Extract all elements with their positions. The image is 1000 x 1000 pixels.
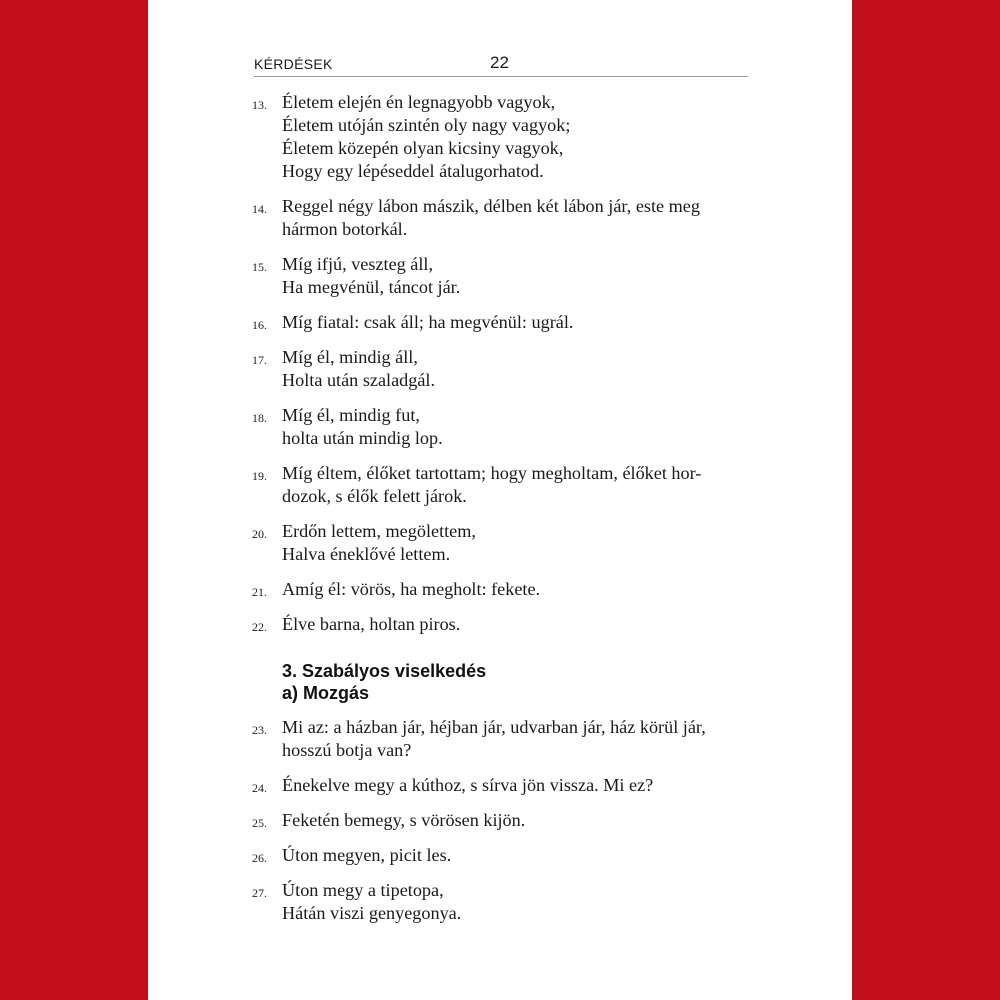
riddle-item [248,311,758,334]
section-title: KÉRDÉSEK [254,56,333,72]
riddle-line: Míg ifjú, veszteg áll, [282,254,434,274]
riddle-line: Mi az: a házban jár, héjban jár, udvarban jár, ház körül jár, [282,717,706,737]
section-heading: 3. Szabályos viselkedés [282,661,487,681]
riddle-line: Életem közepén olyan kicsiny vagyok, [282,138,564,158]
riddle-number: 26. [252,851,267,865]
riddle-line: Énekelve megy a kúthoz, s sírva jön vissza. Mi ez? [282,775,654,795]
riddle-item [248,346,758,392]
running-header [254,54,748,77]
riddle-item [248,613,758,636]
riddle-number: 19. [252,469,267,483]
riddle-number: 17. [252,353,267,367]
subsection-heading: a) Mozgás [282,683,370,703]
riddle-line: Míg él, mindig áll, [282,347,418,367]
riddle-item [248,195,758,241]
riddle-line: Feketén bemegy, s vörösen kijön. [282,810,526,830]
riddle-line: Míg fiatal: csak áll; ha megvénül: ugrál. [282,312,574,332]
riddle-number: 21. [252,585,267,599]
riddle-line: Hogy egy lépéseddel átalugorhatod. [282,161,544,181]
riddle-line: Úton megyen, picit les. [282,845,452,865]
riddle-line: Reggel négy lábon mászik, délben két lábon jár, este meg [282,196,700,216]
book-page [148,0,852,1000]
riddle-number: 25. [252,816,267,830]
riddle-number: 22. [252,620,267,634]
riddle-line: dozok, s élők felett járok. [282,486,467,506]
riddle-line: Úton megy a tipetopa, [282,880,444,900]
riddle-line: Amíg él: vörös, ha megholt: fekete. [282,579,541,599]
riddle-item [248,404,758,450]
riddle-line: Erdőn lettem, megölettem, [282,521,476,541]
riddle-item [248,578,758,601]
riddle-item [248,462,758,508]
page-content [248,91,758,937]
riddle-number: 15. [252,260,267,274]
riddle-line: Életem utóján szintén oly nagy vagyok; [282,115,571,135]
riddle-line: Halva éneklővé lettem. [282,544,451,564]
riddle-item [248,879,758,925]
riddle-line: Hátán viszi genyegonya. [282,903,462,923]
riddle-line: Míg él, mindig fut, [282,405,420,425]
riddle-line: Holta után szaladgál. [282,370,436,390]
riddle-line: Élve barna, holtan piros. [282,614,461,634]
riddle-number: 13. [252,98,267,112]
riddle-number: 24. [252,781,267,795]
riddle-number: 27. [252,886,267,900]
riddle-number: 16. [252,318,267,332]
riddle-number: 23. [252,723,267,737]
riddle-number: 14. [252,202,267,216]
riddle-line: Ha megvénül, táncot jár. [282,277,461,297]
riddle-item [248,716,758,762]
riddle-line: hármon botorkál. [282,219,408,239]
riddle-line: holta után mindig lop. [282,428,443,448]
riddle-item [248,809,758,832]
riddle-list [248,716,758,925]
riddle-item [248,774,758,797]
riddle-item [248,91,758,183]
riddle-item [248,520,758,566]
riddle-line: Míg éltem, élőket tartottam; hogy megholtam, élőket hor- [282,463,702,483]
page-number: 22 [490,53,509,72]
riddle-line: Életem elején én legnagyobb vagyok, [282,92,556,112]
riddle-number: 18. [252,411,267,425]
riddle-line: hosszú botja van? [282,740,412,760]
riddle-item [248,253,758,299]
riddle-list [248,91,758,636]
riddle-number: 20. [252,527,267,541]
riddle-item [248,844,758,867]
